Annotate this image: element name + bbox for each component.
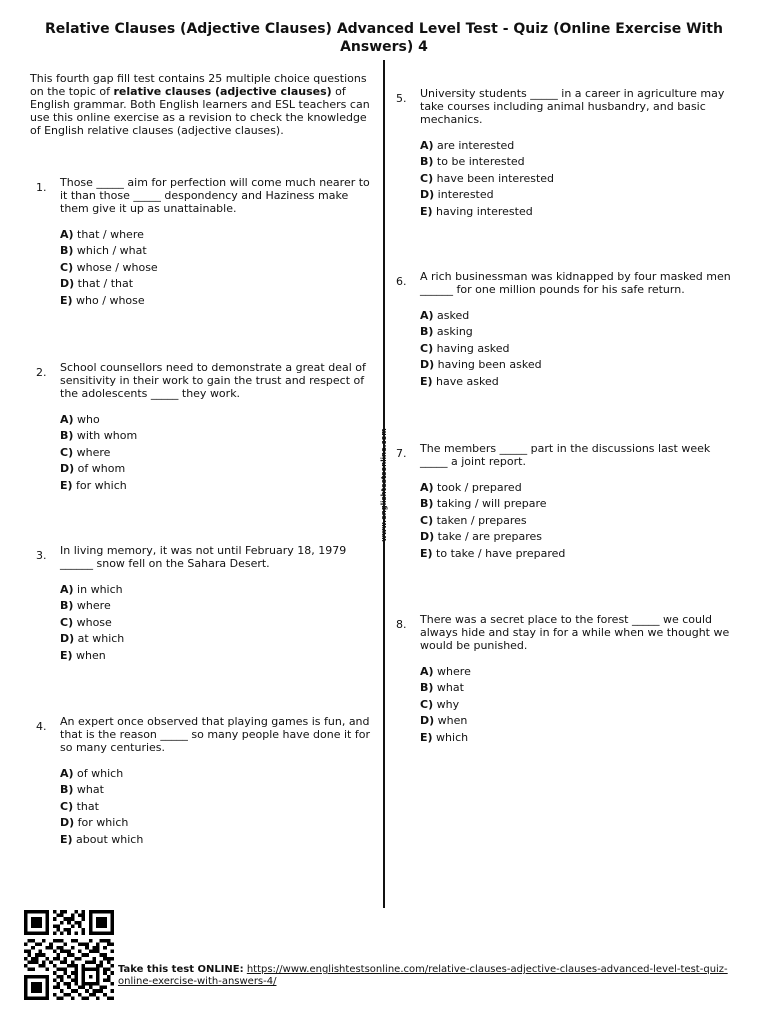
option-letter: A) [60, 767, 74, 780]
option-text: that [76, 799, 99, 813]
option-letter: C) [420, 697, 434, 711]
question-number: 2. [36, 366, 47, 379]
option-e[interactable] [60, 832, 376, 848]
options-list [60, 766, 376, 848]
option-text: taken / prepares [436, 513, 527, 527]
options-list [420, 664, 736, 746]
option-letter: B) [420, 681, 434, 695]
option-d[interactable] [60, 461, 376, 477]
option-a[interactable] [420, 664, 736, 680]
question-3 [36, 544, 376, 664]
option-letter: D) [420, 188, 435, 202]
option-letter: D) [60, 632, 75, 646]
option-b[interactable] [60, 243, 376, 259]
option-letter: A) [420, 139, 434, 152]
option-letter: D) [420, 358, 435, 372]
option-text: have been interested [436, 171, 555, 185]
options-list [420, 308, 736, 390]
option-text: took / prepared [437, 481, 522, 494]
option-text: who [77, 413, 100, 426]
option-text: at which [77, 632, 125, 646]
option-text: asking [436, 325, 473, 339]
question-text: There was a secret place to the forest _____ we could always hide and stay in for a while when we thought we would be punished. [420, 613, 730, 652]
option-b[interactable] [420, 154, 736, 170]
option-a[interactable] [60, 766, 376, 782]
option-d[interactable] [60, 815, 376, 831]
question-number: 8. [396, 618, 407, 631]
option-letter: D) [60, 816, 75, 830]
option-text: of whom [77, 462, 126, 476]
question-text: The members _____ part in the discussions last week _____ a joint report. [420, 442, 711, 468]
option-letter: A) [60, 228, 74, 241]
option-text: are interested [437, 139, 515, 152]
test-url-link[interactable]: https://www.englishtestsonline.com/relative-clauses-adjective-clauses-advanced-level-test-quiz-online-exercise-with-answers-4/ [118, 964, 728, 987]
option-e[interactable] [420, 546, 736, 562]
option-text: what [436, 681, 464, 695]
question-1 [36, 176, 376, 309]
option-letter: B) [420, 497, 434, 511]
option-text: asked [437, 309, 470, 322]
question-text: In living memory, it was not until February 18, 1979 ______ snow fell on the Sahara Desert. [60, 544, 347, 570]
option-text: why [436, 697, 460, 711]
option-text: take / are prepares [437, 530, 542, 544]
option-c[interactable] [60, 799, 376, 815]
options-list [420, 138, 736, 220]
option-a[interactable] [60, 227, 376, 243]
option-letter: E) [60, 648, 73, 662]
question-text: Those _____ aim for perfection will come much nearer to it than those _____ despondency and Haziness make them give it up as unattainable. [60, 176, 370, 215]
option-letter: C) [60, 615, 74, 629]
question-8 [396, 613, 736, 746]
intro-paragraph [30, 72, 375, 137]
option-text: to take / have prepared [436, 546, 566, 560]
question-6 [396, 270, 736, 390]
question-number: 7. [396, 447, 407, 460]
option-text: having been asked [437, 358, 542, 372]
option-e[interactable] [420, 374, 736, 390]
option-letter: B) [60, 429, 74, 443]
option-letter: A) [60, 413, 74, 426]
option-letter: C) [60, 799, 74, 813]
question-7 [396, 442, 736, 562]
question-number: 4. [36, 720, 47, 733]
option-e[interactable] [60, 293, 376, 309]
option-letter: E) [420, 204, 433, 218]
option-letter: C) [60, 445, 74, 459]
option-text: with whom [76, 429, 138, 443]
option-text: taking / will prepare [436, 497, 547, 511]
option-b[interactable] [420, 496, 736, 512]
qr-code[interactable] [24, 910, 114, 1000]
option-a[interactable] [60, 412, 376, 428]
option-a[interactable] [420, 480, 736, 496]
option-letter: A) [420, 665, 434, 678]
option-c[interactable] [420, 697, 736, 713]
option-d[interactable] [420, 357, 736, 373]
option-d[interactable] [60, 631, 376, 647]
option-text: where [76, 445, 111, 459]
option-e[interactable] [60, 478, 376, 494]
option-letter: E) [60, 293, 73, 307]
intro-text-start: This fourth gap fill test contains 25 multiple choice questions on the topic of [30, 72, 367, 98]
option-letter: D) [420, 714, 435, 728]
options-list [60, 227, 376, 309]
footer [118, 964, 738, 988]
option-text: whose [76, 615, 112, 629]
option-letter: B) [60, 599, 74, 613]
option-c[interactable] [420, 171, 736, 187]
option-letter: D) [420, 530, 435, 544]
option-b[interactable] [60, 428, 376, 444]
option-letter: C) [420, 513, 434, 527]
option-d[interactable] [420, 713, 736, 729]
question-number: 5. [396, 92, 407, 105]
option-letter: C) [60, 260, 74, 274]
question-text: School counsellors need to demonstrate a great deal of sensitivity in their work to gain the trust and respect of the adolescents _____ they work. [60, 361, 366, 400]
option-letter: E) [420, 546, 433, 560]
question-5 [396, 87, 736, 220]
option-letter: E) [60, 478, 73, 492]
option-text: having interested [436, 204, 533, 218]
option-letter: E) [420, 374, 433, 388]
option-letter: D) [60, 462, 75, 476]
option-letter: B) [60, 783, 74, 797]
page-title: Relative Clauses (Adjective Clauses) Advanced Level Test - Quiz (Online Exercise With Answers) 4 [45, 21, 723, 55]
option-c[interactable] [420, 513, 736, 529]
option-text: when [437, 714, 468, 728]
option-text: for which [76, 478, 127, 492]
option-letter: A) [420, 481, 434, 494]
question-number: 3. [36, 549, 47, 562]
option-c[interactable] [60, 260, 376, 276]
option-letter: A) [420, 309, 434, 322]
option-a[interactable] [60, 582, 376, 598]
option-text: who / whose [76, 293, 145, 307]
question-2 [36, 361, 376, 494]
option-text: which / what [76, 244, 147, 258]
option-text: when [76, 648, 106, 662]
option-text: that / that [77, 277, 134, 291]
option-d[interactable] [420, 187, 736, 203]
option-c[interactable] [60, 615, 376, 631]
option-text: that / where [77, 228, 144, 241]
footer-label: Take this test ONLINE: [118, 964, 244, 975]
option-b[interactable] [420, 680, 736, 696]
option-text: having asked [436, 341, 510, 355]
option-text: about which [76, 832, 144, 846]
option-a[interactable] [420, 138, 736, 154]
option-text: of which [77, 767, 124, 780]
option-letter: A) [60, 583, 74, 596]
option-letter: B) [60, 244, 74, 258]
option-letter: B) [420, 325, 434, 339]
option-d[interactable] [420, 529, 736, 545]
option-e[interactable] [420, 730, 736, 746]
option-letter: E) [420, 730, 433, 744]
option-d[interactable] [60, 276, 376, 292]
option-letter: C) [420, 171, 434, 185]
question-4 [36, 715, 376, 848]
option-text: which [436, 730, 469, 744]
option-letter: D) [60, 277, 75, 291]
question-number: 6. [396, 275, 407, 288]
option-text: whose / whose [76, 260, 158, 274]
option-text: interested [437, 188, 494, 202]
intro-topic-bold: relative clauses (adjective clauses) [113, 85, 332, 98]
option-c[interactable] [60, 445, 376, 461]
side-watermark-text: www.englishtestsonline.com [380, 428, 388, 542]
question-text: An expert once observed that playing games is fun, and that is the reason _____ so many people have done it for so many centuries. [60, 715, 370, 754]
option-e[interactable] [60, 648, 376, 664]
option-b[interactable] [60, 598, 376, 614]
option-letter: E) [60, 832, 73, 846]
options-list [60, 412, 376, 494]
question-text: A rich businessman was kidnapped by four masked men ______ for one million pounds for his safe return. [420, 270, 731, 296]
option-letter: B) [420, 155, 434, 169]
option-text: to be interested [436, 155, 525, 169]
option-text: where [76, 599, 111, 613]
options-list [420, 480, 736, 562]
option-text: where [437, 665, 471, 678]
option-b[interactable] [60, 782, 376, 798]
option-c[interactable] [420, 341, 736, 357]
intro-text-end: of English grammar. Both English learners and ESL teachers can use this online exercise as a revision to check the knowledge of English relative clauses (adjective clauses). [30, 85, 370, 137]
option-a[interactable] [420, 308, 736, 324]
option-text: in which [77, 583, 123, 596]
option-b[interactable] [420, 324, 736, 340]
option-text: what [76, 783, 104, 797]
question-text: University students _____ in a career in agriculture may take courses including animal husbandry, and basic mechanics. [420, 87, 725, 126]
options-list [60, 582, 376, 664]
question-number: 1. [36, 181, 47, 194]
option-text: have asked [436, 374, 499, 388]
option-text: for which [77, 816, 129, 830]
option-letter: C) [420, 341, 434, 355]
option-e[interactable] [420, 204, 736, 220]
